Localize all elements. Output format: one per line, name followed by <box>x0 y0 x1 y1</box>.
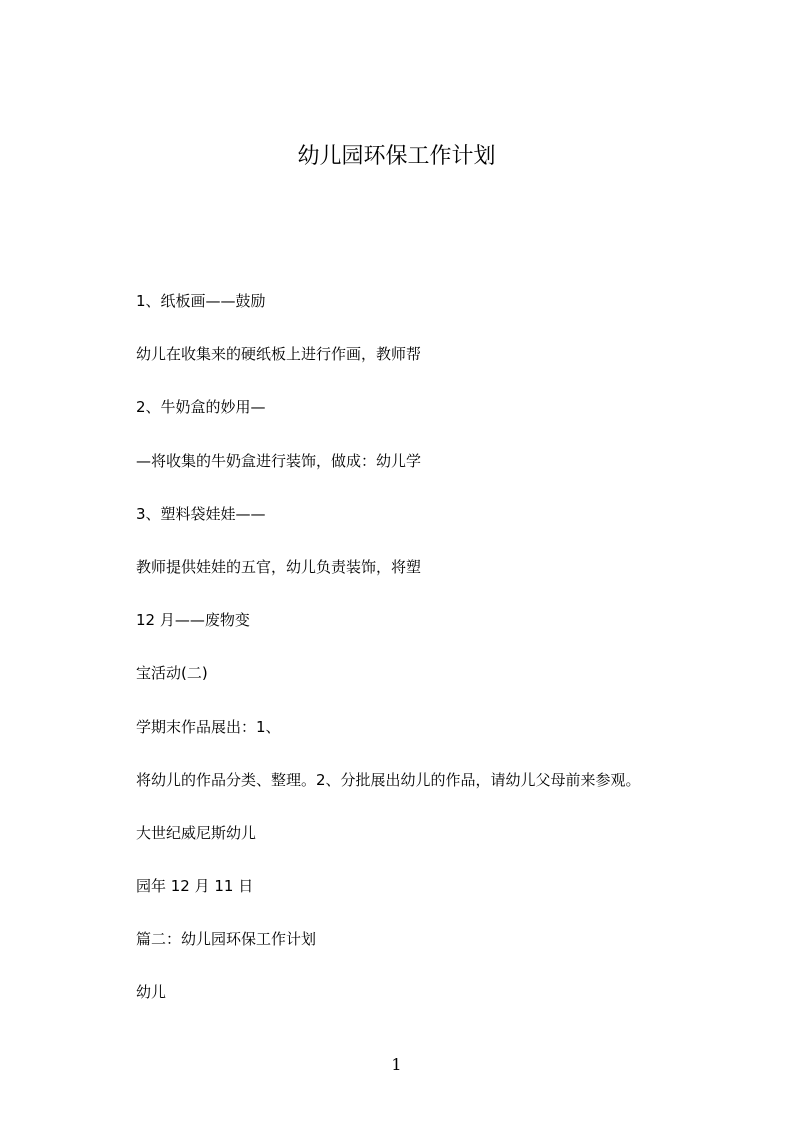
paragraph: 2、牛奶盒的妙用— <box>136 398 266 417</box>
paragraph: 园年 12 月 11 日 <box>136 877 254 896</box>
paragraph: 教师提供娃娃的五官，幼儿负责装饰，将塑 <box>136 557 422 576</box>
paragraph: 1、纸板画——鼓励 <box>136 292 266 310</box>
paragraph: 篇二：幼儿园环保工作计划 <box>136 930 317 949</box>
paragraph: 将幼儿的作品分类、整理。2、分批展出幼儿的作品，请幼儿父母前来参观。 <box>136 770 641 789</box>
paragraph: 学期末作品展出：1、 <box>136 717 281 736</box>
paragraph: 宝活动(二) <box>136 664 208 683</box>
paragraph: 大世纪威尼斯幼儿 <box>136 823 257 842</box>
paragraph: 幼儿在收集来的硬纸板上进行作画，教师帮 <box>136 345 422 364</box>
paragraph: 3、塑料袋娃娃—— <box>136 504 266 523</box>
paragraph: 幼儿 <box>136 983 167 1002</box>
page-number: 1 <box>391 1055 402 1074</box>
document-body <box>136 288 736 1033</box>
paragraph: —将收集的牛奶盒进行装饰，做成：幼儿学 <box>136 451 422 470</box>
paragraph: 12 月——废物变 <box>136 611 250 630</box>
page-title: 幼儿园环保工作计划 <box>297 144 496 169</box>
